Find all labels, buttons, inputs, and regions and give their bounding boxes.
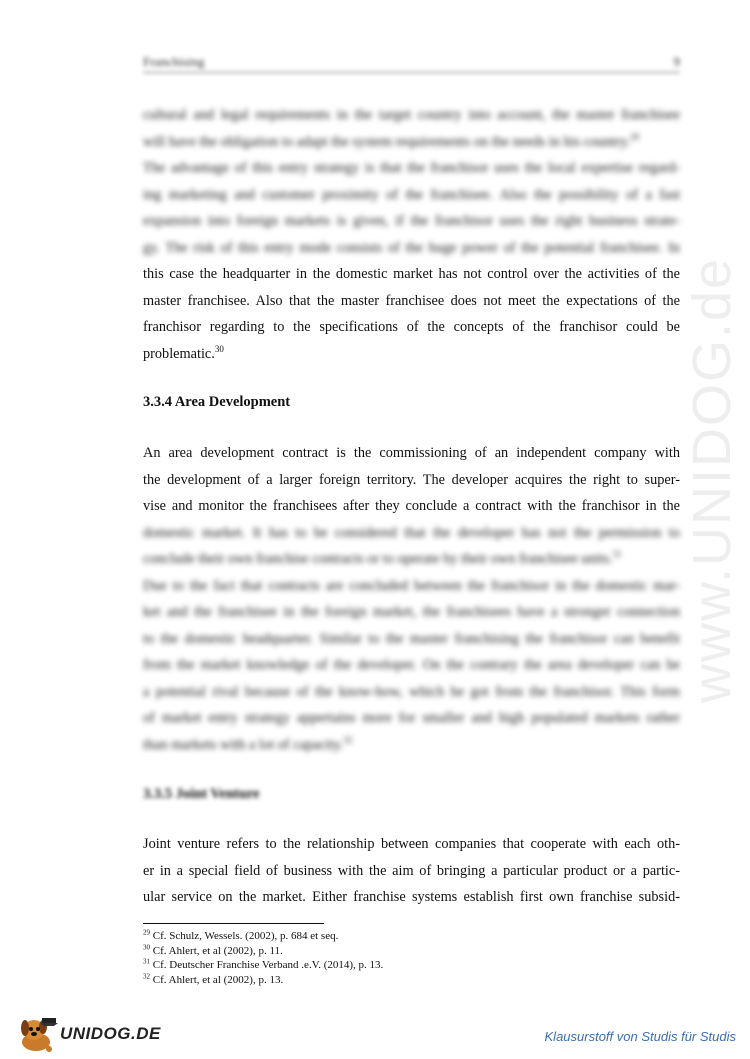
text-line: The advantage of this entry strategy is that the franchisor uses the local expertise regard- (143, 160, 680, 176)
text-line: a potential rival because of the know-how, which he got from the franchisor. This form (143, 683, 680, 700)
text-line: from the market knowledge of the developer. On the contrary the area developer can be (143, 657, 680, 673)
footnote-ref: 29 (630, 131, 640, 142)
text-line: this case the headquarter in the domestic market has not control over the activities of the (143, 266, 680, 282)
text-line: master franchisee. Also that the master franchisee does not meet the expectations of the (143, 292, 680, 309)
text-line: franchisor regarding to the specifications of the concepts of the franchisor could be (143, 319, 680, 335)
text-line: to the domestic headquarter. Similar to the master franchising the franchisor can benefit (143, 630, 680, 647)
paragraph-master-franchising (143, 102, 680, 367)
logo-text: UNIDOG.DE (60, 1024, 161, 1043)
text-line: gy. The risk of this entry mode consists of the huge power of the potential franchisee. In (143, 239, 680, 256)
text-line: will have the obligation to adapt the system requirements on the needs in his country.$^{29}$ (143, 131, 640, 150)
footnotes (143, 929, 383, 987)
text-line: ket and the franchisee in the foreign market, the franchisees have a stronger connection (143, 604, 680, 620)
text-line: cultural and legal requirements in the target country into account, the master franchisee (143, 107, 680, 123)
text-line: vise and monitor the franchisees after they conclude a contract with the franchisor in the (143, 498, 680, 514)
paragraph-joint-venture (143, 831, 680, 911)
footnote-ref: 32 (343, 734, 353, 745)
section-heading-area-development: 3.3.4 Area Development (143, 394, 291, 410)
text-line: domestic market. It has to be considered that the developer has not the permission to (143, 524, 680, 541)
section-heading-joint-venture: 3.3.5 Joint Venture (143, 786, 260, 802)
text-line: Due to the fact that contracts are concluded between the franchisor in the domestic mar- (143, 577, 680, 594)
text-line: Joint venture refers to the relationship between companies that cooperate with each oth- (143, 836, 680, 852)
text-line: conclude their own franchise contracts or to operate by their own franchisee units.$^{31}$ (143, 549, 622, 567)
footnote: $^{32}$ Cf. Ahlert, et al (2002), p. 13. (143, 971, 284, 986)
text-line: than markets with a lot of capacity.$^{32}$ (143, 734, 353, 753)
footnote: $^{29}$ Cf. Schulz, Wessels. (2002), p. 684 et seq. (143, 928, 339, 942)
text-line: expansion into foreign markets is given, if the franchisor uses the right business strate- (143, 213, 680, 229)
text-line: ing marketing and customer proximity of the franchisee. Also the possibility of a fast (143, 186, 680, 203)
footnote: $^{31}$ Cf. Deutscher Franchise Verband .e.V. (2014), p. 13. (143, 957, 384, 971)
footnote-ref: 30 (214, 343, 224, 354)
text-line: An area development contract is the commissioning of an independent company with (143, 445, 680, 461)
text-line: of market entry strategy appertains more for smaller and high populated markets rather (143, 710, 680, 726)
paragraph-area-development (143, 440, 680, 758)
footnote-divider (143, 923, 324, 924)
text-line: ular service on the market. Either franchise systems establish first own franchise subsid- (143, 889, 680, 905)
footnote: $^{30}$ Cf. Ahlert, et al (2002), p. 11. (143, 942, 283, 957)
text-line: problematic.$^{30}$ (143, 343, 224, 362)
unidog-logo[interactable] (14, 1016, 164, 1054)
text-line: the development of a larger foreign territory. The developer acquires the right to super- (143, 471, 680, 488)
running-header (143, 54, 680, 73)
tagline: Klausurstoff von Studis für Studis (544, 1029, 736, 1044)
watermark: www.UNIDOG.de (682, 256, 742, 704)
text-line: er in a special field of business with the aim of bringing a particular product or a partic- (143, 862, 680, 879)
dog-mascot-icon (14, 1016, 60, 1054)
header-title: Franchising (143, 54, 205, 69)
footnote-ref: 31 (612, 549, 622, 560)
header-page-number: 9 (673, 54, 680, 69)
